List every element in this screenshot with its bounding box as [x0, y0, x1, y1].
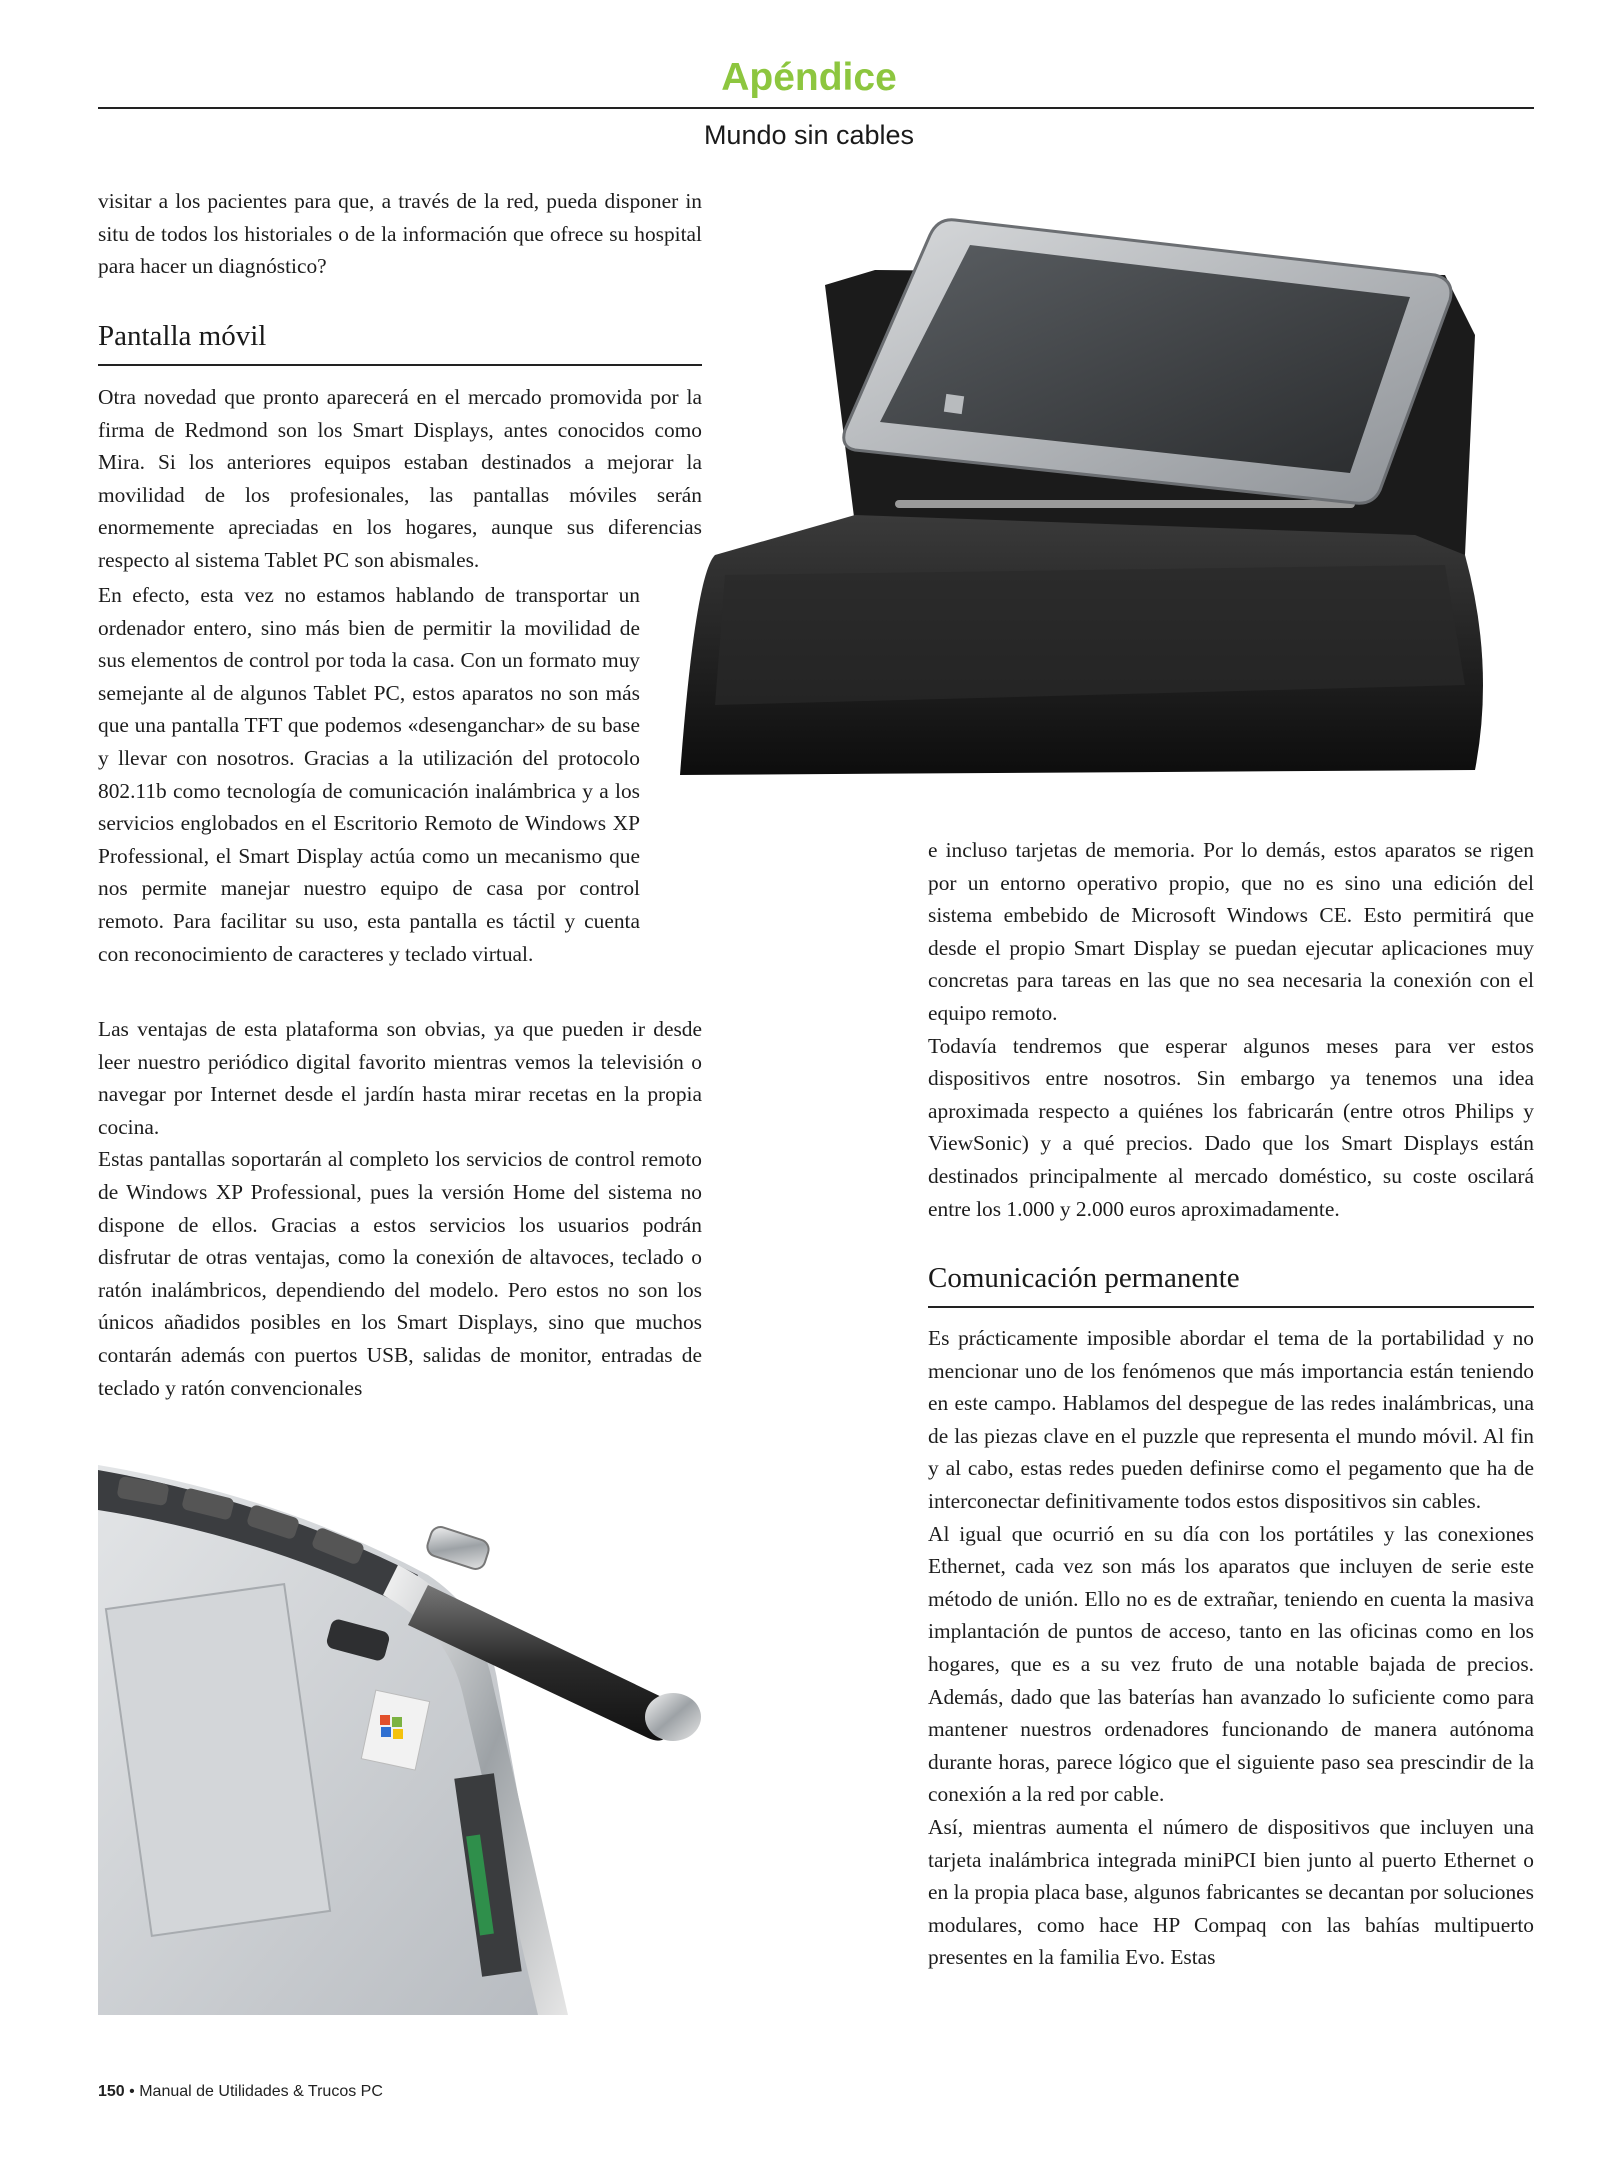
section-heading-comunicacion-permanente: Comunicación permanente: [928, 1262, 1240, 1294]
right-paragraph-2: Todavía tendremos que esperar algunos meses para ver estos dispositivos entre nosotros. Sin embargo ya tenemos una idea aproximada respecto a quiénes los fabricarán (entre otros Philips y ViewSonic) y a qué precios. Dado que los Smart Displays están destinados principalmente al mercado doméstico, su coste oscilará entre los 1.000 y 2.000 euros aproximadamente.: [928, 1033, 1534, 1221]
chapter-title: Apéndice: [721, 56, 897, 99]
right-paragraph-3: Es prácticamente imposible abordar el tema de la portabilidad y no mencionar uno de los fenómenos que más importancia están teniendo en este campo. Hablamos del despegue de las redes inalámbricas, una de las piezas clave en el puzzle que representa el mundo móvil. Al fin y al cabo, estas redes pueden definirse como el pegamento que ha de interconectar definitivamente todos estos dispositivos sin cables.: [928, 1326, 1534, 1513]
section-rule-right: [928, 1306, 1534, 1308]
right-paragraph-4: Al igual que ocurrió en su día con los portátiles y las conexiones Ethernet, cada vez son más los aparatos que incluyen de serie este método de unión. Ello no es de extrañar, teniendo en cuenta la masiva implantación de puntos de acceso, tanto en las oficinas como en los hogares, que es a su vez fruto de una notable bajada de precios. Además, dado que las baterías han avanzado lo suficiente como para mantener nuestros ordenadores funcionando de manera autónoma durante horas, parece lógico que el siguiente paso sea prescindir de la conexión a la red por cable.: [928, 1521, 1534, 1807]
right-body-bottom: [928, 1322, 1534, 1974]
page-footer: [98, 2083, 383, 2101]
right-body-top: [928, 834, 1534, 1225]
header-rule: [98, 107, 1534, 109]
section-rule-left: [98, 364, 702, 366]
left-body-bottom: [98, 1013, 702, 1404]
footer-separator: •: [129, 2083, 135, 2100]
left-paragraph-1: Otra novedad que pronto aparecerá en el mercado promovida por la firma de Redmond son los Smart Displays, antes conocidos como Mira. Si los anteriores equipos estaban destinados a mejorar la movilidad de los profesionales, las pantallas móviles serán enormemente apreciadas en los hogares, aunque sus diferencias respecto al sistema Tablet PC son abismales.: [98, 385, 702, 572]
right-paragraph-5: Así, mientras aumenta el número de dispositivos que incluyen una tarjeta inalámbrica integrada miniPCI bien junto al puerto Ethernet o en la propia placa base, algunos fabricantes se decantan por soluciones modulares, como hace HP Compaq con las bahías multipuerto presentes en la familia Evo. Estas: [928, 1814, 1534, 1970]
left-paragraph-3: Las ventajas de esta plataforma son obvias, ya que pueden ir desde leer nuestro periódico digital favorito mientras vemos la televisión o navegar por Internet desde el jardín hasta mirar recetas en la propia cocina.: [98, 1017, 702, 1139]
book-title: Manual de Utilidades & Trucos PC: [139, 2083, 383, 2100]
right-paragraph-1: e incluso tarjetas de memoria. Por lo demás, estos aparatos se rigen por un entorno operativo propio, que no es sino una edición del sistema embebido de Microsoft Windows CE. Esto permitirá que desde el propio Smart Display se puedan ejecutar aplicaciones muy concretas para tareas en las que no sea necesaria la conexión con el equipo remoto.: [928, 838, 1534, 1025]
left-body-wrap: [98, 579, 640, 970]
left-paragraph-4: Estas pantallas soportarán al completo los servicios de control remoto de Windows XP Professional, pues la versión Home del sistema no dispone de ellos. Gracias a estos servicios los usuarios podrán disfrutar de otras ventajas, como la conexión de altavoces, teclado o ratón inalámbricos, dependiendo del modelo. Pero estos no son los únicos añadidos posibles en los Smart Displays, sino que muchos contarán además con puertos USB, salidas de monitor, entradas de teclado y ratón convencionales: [98, 1147, 702, 1400]
chapter-subtitle: Mundo sin cables: [703, 120, 915, 150]
tablet-stylus-photo: [98, 1455, 718, 2015]
left-paragraph-2: En efecto, esta vez no estamos hablando de transportar un ordenador entero, sino más bien de permitir la movilidad de sus elementos de control por toda la casa. Con un formato muy semejante al de algunos Tablet PC, estos aparatos no son más que una pantalla TFT que podemos «desenganchar» de su base y llevar con nosotros. Gracias a la utilización del protocolo 802.11b como tecnología de comunicación inalámbrica y a los servicios englobados en el Escritorio Remoto de Windows XP Professional, el Smart Display actúa como un mecanismo que nos permite manejar nuestro equipo de casa por control remoto. Para facilitar su uso, esta pantalla es táctil y cuenta con reconocimiento de caracteres y teclado virtual.: [98, 583, 640, 966]
left-body-top: [98, 381, 702, 577]
smart-display-case-photo: [655, 215, 1515, 785]
left-intro-paragraph: [98, 185, 702, 283]
page-number: 150: [98, 2083, 125, 2100]
section-heading-pantalla-movil: Pantalla móvil: [98, 320, 267, 352]
intro-text: visitar a los pacientes para que, a través de la red, pueda disponer in situ de todos los historiales o de la información que ofrece su hospital para hacer un diagnóstico?: [98, 189, 702, 279]
